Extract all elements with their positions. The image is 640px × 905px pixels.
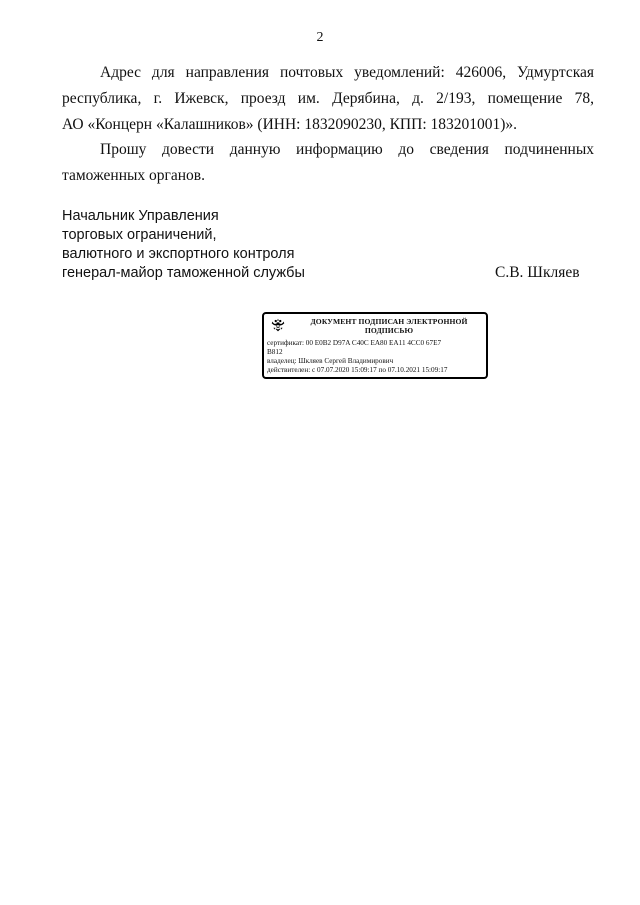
owner-line: владелец: Шкляев Сергей Владимирович bbox=[267, 357, 394, 365]
signatory-name: С.В. Шкляев bbox=[495, 264, 580, 281]
stamp-details bbox=[267, 339, 485, 375]
notification-address-paragraph bbox=[62, 60, 594, 138]
signatory-title-line: Начальник Управления bbox=[62, 208, 219, 224]
paragraph-line: Адрес для направления почтовых уведомлений: 426006, Удмуртская bbox=[100, 64, 594, 81]
validity-line: действителен: с 07.07.2020 15:09:17 по 07.10.2021 15:09:17 bbox=[267, 366, 448, 374]
page-number: 2 bbox=[316, 30, 324, 45]
stamp-title bbox=[292, 317, 486, 335]
eagle-emblem-icon bbox=[269, 317, 287, 335]
certificate-line-continued: B812 bbox=[267, 348, 283, 356]
paragraph-line: республика, г. Ижевск, проезд им. Дерябина, д. 2/193, помещение 78, bbox=[62, 90, 594, 107]
signatory-title-block bbox=[62, 207, 305, 283]
request-paragraph bbox=[62, 137, 594, 189]
stamp-title-line: ПОДПИСЬЮ bbox=[364, 326, 414, 335]
electronic-signature-stamp bbox=[262, 312, 488, 379]
signatory-title-line: валютного и экспортного контроля bbox=[62, 246, 295, 262]
signatory-title-line: генерал-майор таможенной службы bbox=[62, 265, 305, 281]
paragraph-line: АО «Концерн «Калашников» (ИНН: 1832090230, КПП: 183201001)». bbox=[62, 116, 518, 133]
paragraph-line: таможенных органов. bbox=[62, 167, 206, 184]
stamp-title-line: ДОКУМЕНТ ПОДПИСАН ЭЛЕКТРОННОЙ bbox=[310, 317, 468, 326]
paragraph-line: Прошу довести данную информацию до сведения подчиненных bbox=[100, 141, 594, 158]
certificate-line: сертификат: 00 E0B2 D97A C40C EA80 EA11 4CC0 67E7 bbox=[267, 339, 442, 347]
signatory-title-line: торговых ограничений, bbox=[62, 227, 217, 243]
